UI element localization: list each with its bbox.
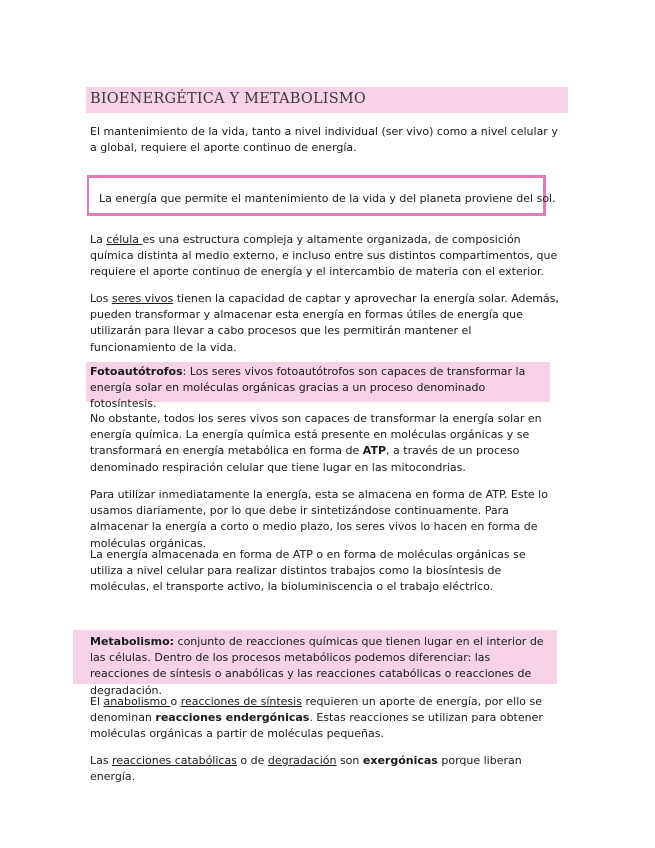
living-beings-term: seres vivos xyxy=(111,292,174,305)
chemical-energy-paragraph xyxy=(90,411,560,476)
chemical-energy-post: , a través de un proceso denominado respiración celular que tiene lugar en las mitocondrias. xyxy=(90,444,520,474)
catabolism-post: porque liberan energía. xyxy=(90,754,522,784)
catabolism-mid2: son xyxy=(336,754,363,767)
cell-paragraph-post: es una estructura compleja y altamente organizada, de composición química distinta al medio externo, e incluso entre sus distintos compartimentos, que requiere el aporte continuo de energía y el intercambio de materia con el exterior. xyxy=(90,233,558,279)
synthesis-reactions-term: reacciones de síntesis xyxy=(180,695,302,708)
anabolism-post: . Estas reacciones se utilizan para obtener moléculas orgánicas a partir de moléculas pequeñas. xyxy=(90,711,543,741)
living-beings-pre: Los xyxy=(90,292,112,305)
metabolism-definition: conjunto de reacciones químicas que tienen lugar en el interior de las células. Dentro de los procesos metabólicos podemos diferenciar: las reacciones de síntesis o anabólicas y las reacciones catabólicas o reacciones de degradación. xyxy=(90,635,544,697)
cell-paragraph xyxy=(90,232,560,281)
sun-energy-callout xyxy=(87,175,556,216)
degradation-term: degradación xyxy=(267,754,337,767)
catabolism-pre: Las xyxy=(90,754,113,767)
chemical-energy-pre: No obstante, todos los seres vivos son capaces de transformar la energía solar en energía química. La energía química está presente en moléculas orgánicas y se transformará en energía metabólica en forma de xyxy=(90,412,542,458)
anabolism-pre: El xyxy=(90,695,104,708)
cell-paragraph-pre: La xyxy=(90,233,107,246)
photoautotroph-term: Fotoautótrofos xyxy=(90,365,183,378)
page-title: BIOENERGÉTICA Y METABOLISMO xyxy=(90,91,366,107)
atp-term: ATP xyxy=(362,444,387,458)
title-banner xyxy=(86,87,568,113)
atp-storage-paragraph: Para utilizar inmediatamente la energía, esta se almacena en forma de ATP. Este lo usamos diariamente, por lo que debe ir sintetizándose continuamente. Para almacenar la energía a corto o medio plazo, los seres vivos lo hacen en forma de moléculas orgánicas. xyxy=(90,488,548,550)
catabolism-mid1: o de xyxy=(236,754,268,767)
anabolism-term: anabolismo xyxy=(103,695,171,708)
catabolism-paragraph xyxy=(90,753,560,785)
sun-energy-text: La energía que permite el mantenimiento de la vida y del planeta proviene del sol. xyxy=(99,192,556,205)
living-beings-paragraph xyxy=(90,291,560,356)
photoautotroph-definition: : Los seres vivos fotoautótrofos son capaces de transformar la energía solar en moléculas orgánicas gracias a un proceso denominado fotosíntesis. xyxy=(90,365,526,411)
living-beings-post: tienen la capacidad de captar y aprovechar la energía solar. Además, pueden transformar y almacenar esta energía en formas útiles de energía que utilizarán para llevar a cabo procesos que les permitirán mantener el funcionamiento de la vida. xyxy=(90,292,559,354)
energy-use-paragraph: La energía almacenada en forma de ATP o en forma de moléculas orgánicas se utiliza a nivel celular para realizar distintos trabajos como la biosíntesis de moléculas, el transporte activo, la bioluminiscencia o el trabajo eléctrico. xyxy=(90,548,526,594)
endergonic-term: reacciones endergónicas xyxy=(155,711,310,725)
photoautotroph-paragraph xyxy=(90,364,550,413)
exergonic-term: exergónicas xyxy=(362,754,438,767)
intro-paragraph: El mantenimiento de la vida, tanto a nivel individual (ser vivo) como a nivel celular y a global, requiere el aporte continuo de energía. xyxy=(90,125,558,155)
cell-term: célula xyxy=(106,233,143,246)
anabolism-mid2: requieren un aporte de energía, por ello se denominan xyxy=(90,695,542,725)
metabolism-term: Metabolismo: xyxy=(90,635,175,648)
anabolism-paragraph xyxy=(90,694,560,743)
metabolism-paragraph xyxy=(90,634,552,699)
catabolic-reactions-term: reacciones catabólicas xyxy=(112,754,237,767)
anabolism-mid1: o xyxy=(170,695,181,708)
